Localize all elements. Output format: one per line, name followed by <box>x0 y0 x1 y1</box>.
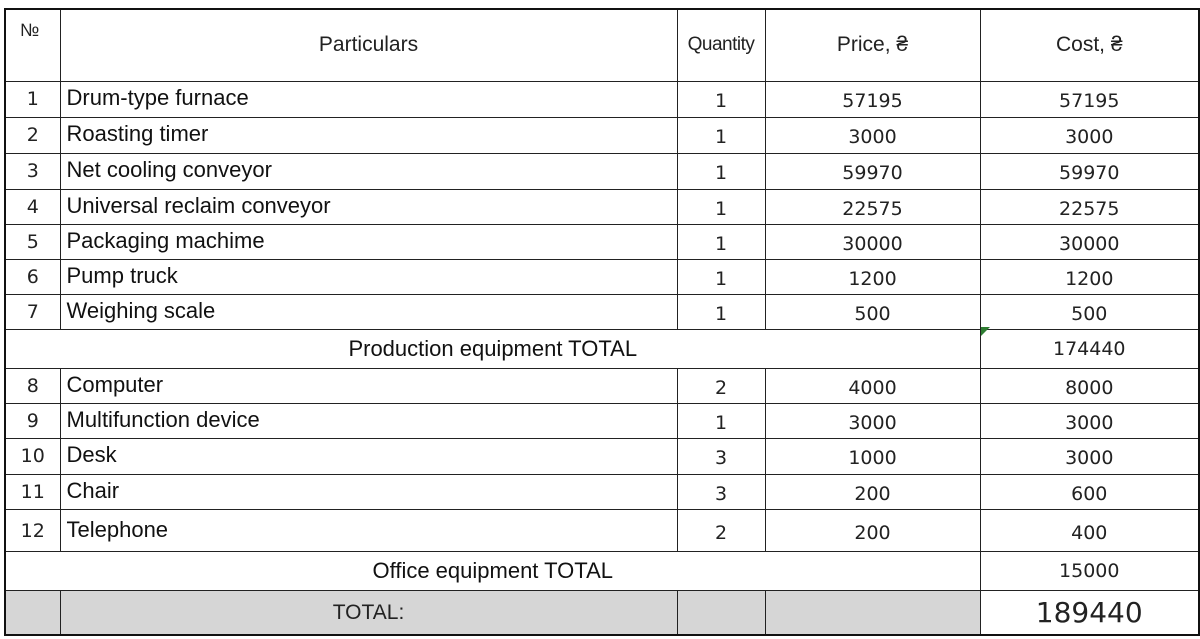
row-price: 200 <box>765 474 980 509</box>
grand-total-label: TOTAL: <box>60 591 677 635</box>
row-particular: Roasting timer <box>60 117 677 153</box>
row-number: 4 <box>5 190 60 225</box>
row-particular: Universal reclaim conveyor <box>60 190 677 225</box>
row-quantity: 1 <box>677 117 765 153</box>
row-cost: 3000 <box>980 438 1199 474</box>
table-row <box>5 190 1199 225</box>
row-cost: 59970 <box>980 153 1199 189</box>
row-particular: Weighing scale <box>60 295 677 330</box>
row-price: 22575 <box>765 190 980 225</box>
row-cost: 57195 <box>980 81 1199 117</box>
header-row <box>5 9 1199 81</box>
production-total-row <box>5 330 1199 368</box>
table-row <box>5 295 1199 330</box>
row-price: 57195 <box>765 81 980 117</box>
row-cost: 3000 <box>980 117 1199 153</box>
row-number: 9 <box>5 403 60 438</box>
row-quantity: 2 <box>677 368 765 403</box>
row-quantity: 3 <box>677 438 765 474</box>
row-cost: 8000 <box>980 368 1199 403</box>
office-total-label: Office equipment TOTAL <box>5 552 980 591</box>
row-price: 3000 <box>765 403 980 438</box>
row-number: 3 <box>5 153 60 189</box>
grand-total-blank-cell <box>677 591 765 635</box>
grand-total-blank-cell <box>5 591 60 635</box>
header-price: Price, ₴ <box>765 9 980 81</box>
table-row <box>5 474 1199 509</box>
row-cost: 1200 <box>980 260 1199 295</box>
row-particular: Multifunction device <box>60 403 677 438</box>
header-cost: Cost, ₴ <box>980 9 1199 81</box>
row-number: 10 <box>5 438 60 474</box>
row-number: 2 <box>5 117 60 153</box>
office-total-row <box>5 552 1199 591</box>
table-row <box>5 403 1199 438</box>
row-price: 200 <box>765 510 980 552</box>
row-number: 6 <box>5 260 60 295</box>
row-cost: 600 <box>980 474 1199 509</box>
row-quantity: 1 <box>677 295 765 330</box>
header-number: № <box>5 9 60 81</box>
grand-total-row <box>5 591 1199 635</box>
row-price: 59970 <box>765 153 980 189</box>
row-particular: Packaging machime <box>60 225 677 260</box>
row-price: 4000 <box>765 368 980 403</box>
header-quantity: Quantity <box>677 9 765 81</box>
row-particular: Net cooling conveyor <box>60 153 677 189</box>
row-price: 3000 <box>765 117 980 153</box>
row-price: 30000 <box>765 225 980 260</box>
table-row <box>5 81 1199 117</box>
production-total-value: 174440 <box>980 330 1199 368</box>
row-particular: Drum-type furnace <box>60 81 677 117</box>
grand-total-blank-cell <box>765 591 980 635</box>
header-particulars: Particulars <box>60 9 677 81</box>
table-row <box>5 117 1199 153</box>
grand-total-value: 189440 <box>980 591 1199 635</box>
row-particular: Chair <box>60 474 677 509</box>
cell-comment-marker <box>981 327 990 336</box>
table-row <box>5 510 1199 552</box>
row-number: 7 <box>5 295 60 330</box>
row-number: 1 <box>5 81 60 117</box>
office-total-value: 15000 <box>980 552 1199 591</box>
row-particular: Pump truck <box>60 260 677 295</box>
row-number: 12 <box>5 510 60 552</box>
row-particular: Telephone <box>60 510 677 552</box>
table-row <box>5 368 1199 403</box>
table-row <box>5 225 1199 260</box>
row-price: 500 <box>765 295 980 330</box>
row-price: 1200 <box>765 260 980 295</box>
row-cost: 500 <box>980 295 1199 330</box>
production-total-label: Production equipment TOTAL <box>5 330 980 368</box>
row-cost: 3000 <box>980 403 1199 438</box>
table-row <box>5 153 1199 189</box>
row-number: 11 <box>5 474 60 509</box>
row-quantity: 3 <box>677 474 765 509</box>
row-number: 8 <box>5 368 60 403</box>
table-row <box>5 438 1199 474</box>
row-cost: 30000 <box>980 225 1199 260</box>
row-quantity: 2 <box>677 510 765 552</box>
row-quantity: 1 <box>677 81 765 117</box>
row-price: 1000 <box>765 438 980 474</box>
row-cost: 400 <box>980 510 1199 552</box>
row-quantity: 1 <box>677 190 765 225</box>
row-particular: Desk <box>60 438 677 474</box>
row-quantity: 1 <box>677 403 765 438</box>
row-quantity: 1 <box>677 153 765 189</box>
row-quantity: 1 <box>677 260 765 295</box>
row-particular: Computer <box>60 368 677 403</box>
row-quantity: 1 <box>677 225 765 260</box>
equipment-table <box>4 8 1200 636</box>
table-row <box>5 260 1199 295</box>
row-number: 5 <box>5 225 60 260</box>
row-cost: 22575 <box>980 190 1199 225</box>
